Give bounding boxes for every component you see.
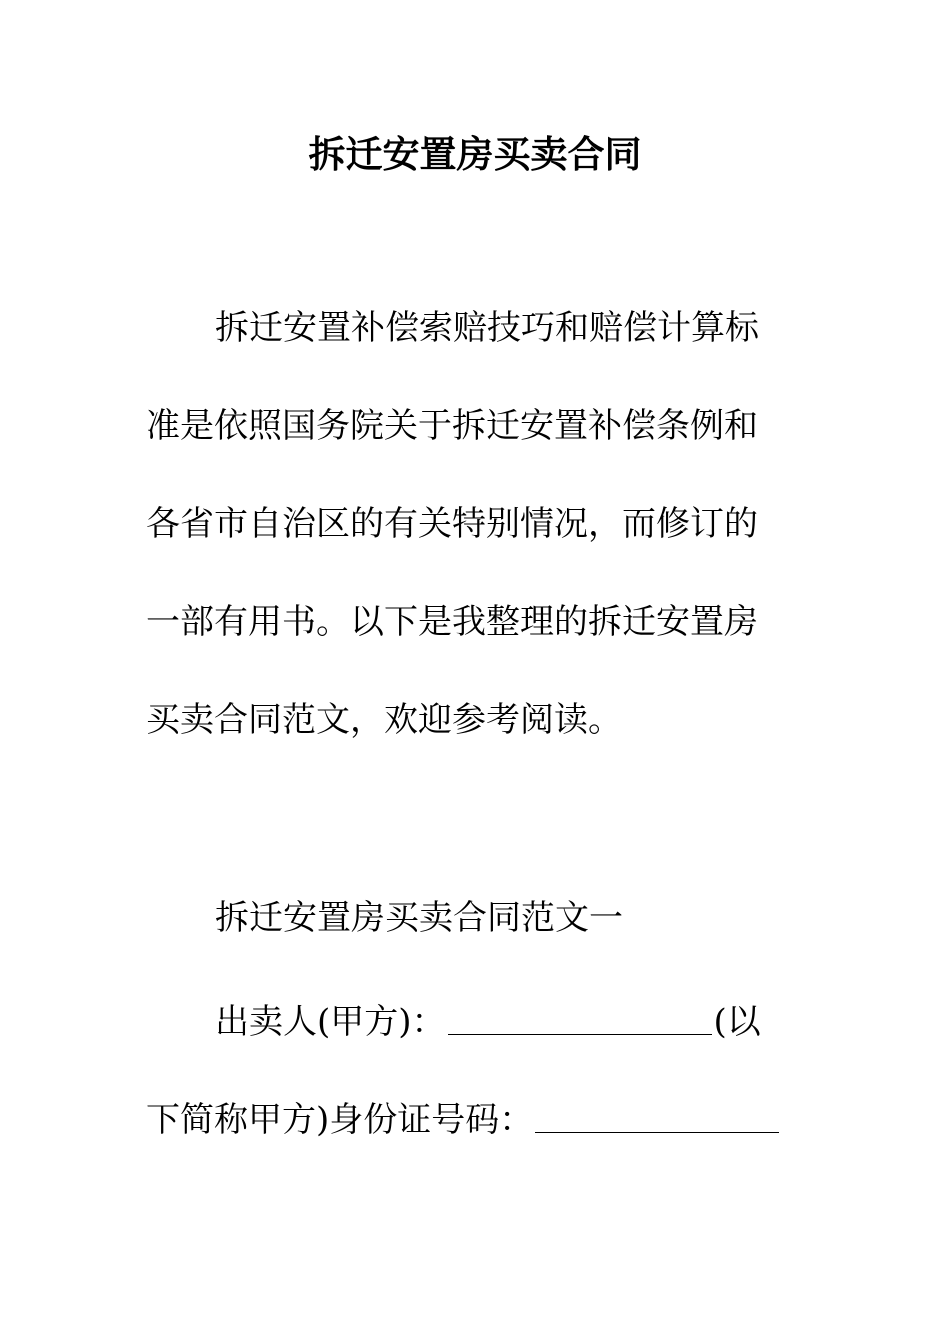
intro-line-2: 准是依照国务院关于拆迁安置补偿条例和 [146, 406, 758, 446]
seller-line [215, 998, 761, 1046]
intro-line-4: 一部有用书。以下是我整理的拆迁安置房 [146, 602, 758, 642]
intro-line-5: 买卖合同范文，欢迎参考阅读。 [146, 700, 622, 740]
seller-id-label: 下简称甲方)身份证号码： [146, 1100, 534, 1140]
seller-suffix: (以 [713, 1002, 761, 1042]
intro-line-3: 各省市自治区的有关特别情况，而修订的 [146, 504, 758, 544]
seller-id-blank[interactable] [535, 1096, 779, 1133]
section-heading: 拆迁安置房买卖合同范文一 [215, 898, 623, 938]
seller-name-blank[interactable] [448, 998, 712, 1035]
seller-label: 出卖人(甲方)： [215, 1002, 446, 1042]
intro-line-1: 拆迁安置补偿索赔技巧和赔偿计算标 [215, 308, 759, 348]
document-title: 拆迁安置房买卖合同 [308, 132, 642, 176]
seller-id-line [146, 1096, 779, 1144]
